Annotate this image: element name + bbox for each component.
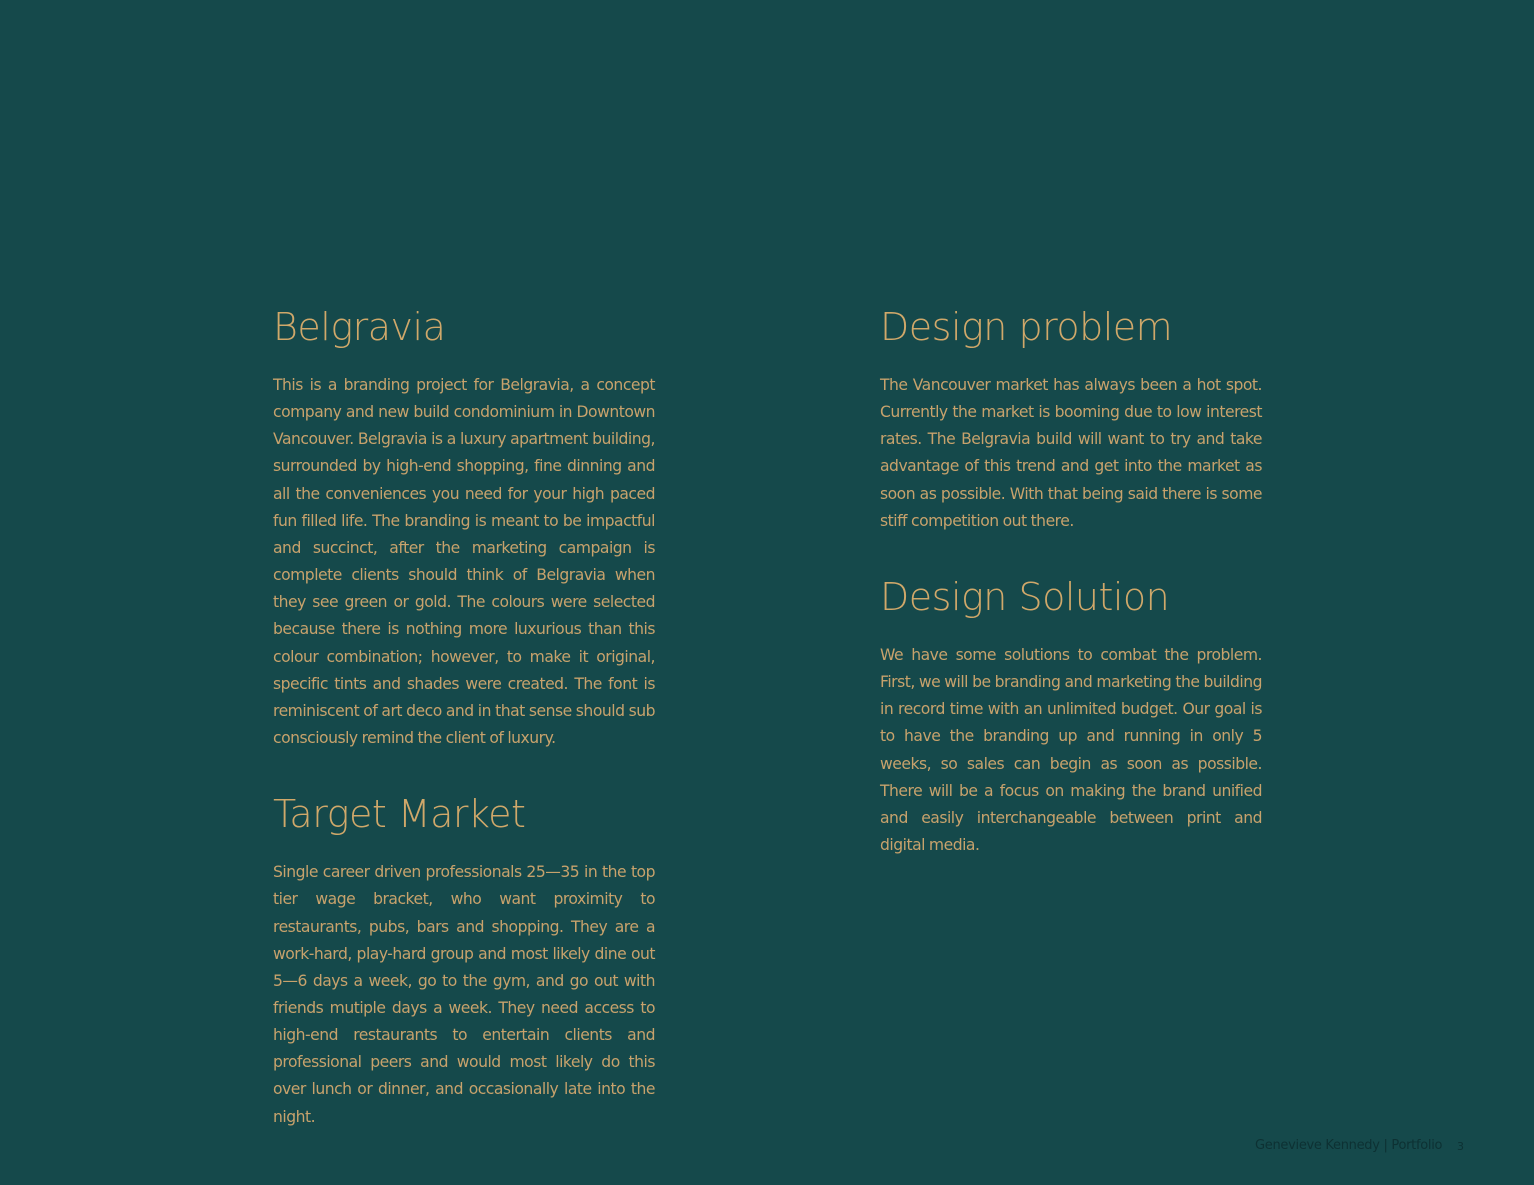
design-problem-paragraph: The Vancouver market has always been a hot spot. Currently the market is booming due to low interest rates. The Belgravia build will want to try and take advantage of this trend and get into the market as soon as possible. With that being said there is some stiff competition out there. (880, 376, 1262, 530)
design-solution-heading: Design Solution (880, 574, 1170, 619)
target-market-section (273, 789, 655, 1131)
footer-credit: Genevieve Kennedy | Portfolio (1255, 1138, 1443, 1153)
belgravia-paragraph: This is a branding project for Belgravia, a concept company and new build condominium in Downtown Vancouver. Belgravia is a luxury apartment building, surrounded by high-end shopping, fine dinning and all the conveniences you need for your high paced fun filled life. The branding is meant to be impactful and succinct, after the marketing campaign is complete clients should think of Belgravia when they see green or gold. The colours were selected because there is nothing more luxurious than this colour combination; however, to make it original, specific tints and shades were created. The font is reminiscent of art deco and in that sense should sub consciously remind the client of luxury. (273, 376, 655, 748)
belgravia-heading: Belgravia (273, 305, 446, 349)
design-solution-paragraph: We have some solutions to combat the problem. First, we will be branding and marketing the building in record time with an unlimited budget. Our goal is to have the branding up and running in only 5 weeks, so sales can begin as soon as possible. There will be a focus on making the brand unified and easily interchangeable between print and digital media. (880, 645, 1262, 855)
design-problem-heading: Design problem (880, 305, 1173, 349)
section-spacer (880, 535, 1262, 572)
belgravia-section (273, 302, 655, 752)
right-column (880, 302, 1262, 859)
target-market-paragraph: Single career driven professionals 25—35 in the top tier wage bracket, who want proximity to restaurants, pubs, bars and shopping. They are a work-hard, play-hard group and most likely dine out 5—6 days a week, go to the gym, and go out with friends mutiple days a week. They need access to high-end restaurants to entertain clients and professional peers and would most likely do this over lunch or dinner, and occasionally late into the night. (273, 863, 655, 1126)
design-solution-section (880, 572, 1262, 859)
design-problem-section (880, 302, 1262, 535)
section-spacer (273, 752, 655, 789)
page-number: 3 (1457, 1140, 1464, 1153)
left-column (273, 302, 655, 1131)
target-market-heading: Target Market (273, 792, 526, 837)
